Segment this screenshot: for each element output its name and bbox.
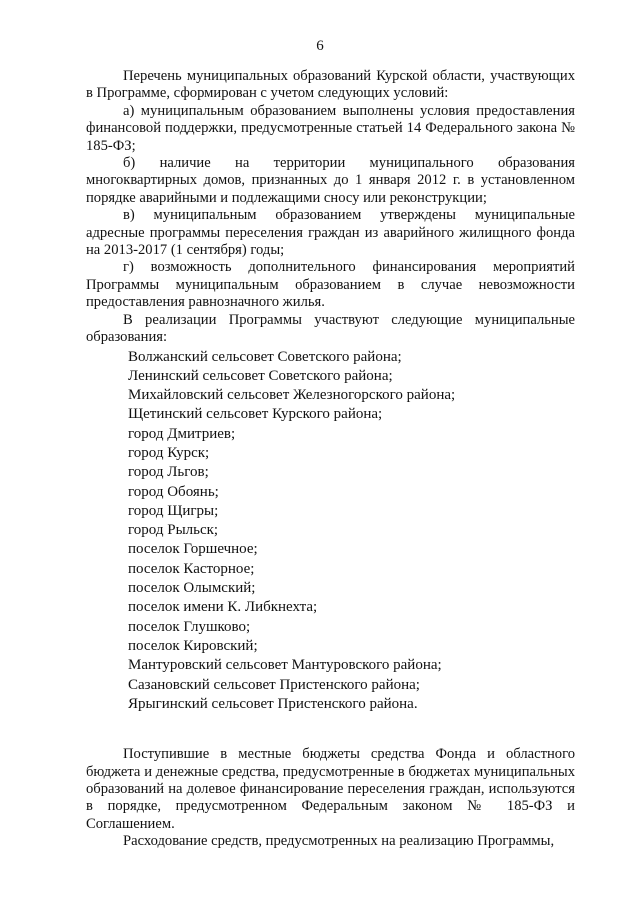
list-item: город Курск; — [128, 444, 210, 461]
condition-a: а) муниципальным образованием выполнены условия предоставления финансовой поддержки, предусмотренные статьей 14 Федерального закона № 185-ФЗ; — [86, 102, 575, 154]
list-item: Ленинский сельсовет Советского района; — [128, 367, 393, 384]
list-item: поселок Горшечное; — [128, 541, 258, 558]
participants-intro: В реализации Программы участвуют следующие муниципальные образования: — [86, 311, 575, 346]
list-item: поселок имени К. Либкнехта; — [128, 599, 318, 616]
list-item: город Рыльск; — [128, 522, 219, 539]
section-gap — [86, 714, 575, 746]
list-item: город Щигры; — [128, 502, 219, 519]
list-item: Михайловский сельсовет Железногорского района; — [128, 387, 456, 404]
spending-paragraph: Расходование средств, предусмотренных на реализацию Программы, — [123, 833, 555, 850]
page-body — [86, 68, 575, 851]
page-number: 6 — [316, 38, 324, 54]
condition-b: б) наличие на территории муниципального образования многоквартирных домов, признанных до 1 января 2012 г. в установленном порядке аварийными и подлежащими сносу или реконструкции; — [86, 155, 575, 206]
list-item: Волжанский сельсовет Советского района; — [128, 348, 402, 365]
condition-v: в) муниципальным образованием утверждены муниципальные адресные программы переселения граждан из аварийного жилищного фонда на 2013-2017 (1 сентября) годы; — [86, 207, 575, 259]
list-item: поселок Касторное; — [128, 560, 255, 577]
list-item: город Дмитриев; — [128, 425, 236, 442]
list-item: город Обоянь; — [128, 483, 219, 500]
list-item: поселок Кировский; — [128, 637, 258, 654]
list-item: Щетинский сельсовет Курского района; — [128, 406, 383, 423]
intro-paragraph: Перечень муниципальных образований Курской области, участвующих в Программе, сформирован с учетом следующих условий: — [86, 68, 575, 102]
list-item: город Льгов; — [128, 464, 209, 481]
list-item: Сазановский сельсовет Пристенского района; — [128, 676, 420, 693]
list-item: Мантуровский сельсовет Мантуровского района; — [128, 657, 442, 674]
list-item: поселок Олымский; — [128, 580, 256, 597]
municipalities-list — [86, 348, 575, 715]
list-item: поселок Глушково; — [128, 618, 251, 635]
condition-g: г) возможность дополнительного финансирования мероприятий Программы муниципальным образованием в случае невозможности предоставления равнозначного жилья. — [86, 259, 575, 311]
list-item: Ярыгинский сельсовет Пристенского района. — [128, 695, 418, 712]
funds-paragraph: Поступившие в местные бюджеты средства Фонда и областного бюджета и денежные средства, предусмотренные в бюджетах муниципальных образований на долевое финансирование переселения граждан, используются в порядке, предусмотренном Федеральным законом № 185-ФЗ и Соглашением. — [86, 746, 575, 832]
